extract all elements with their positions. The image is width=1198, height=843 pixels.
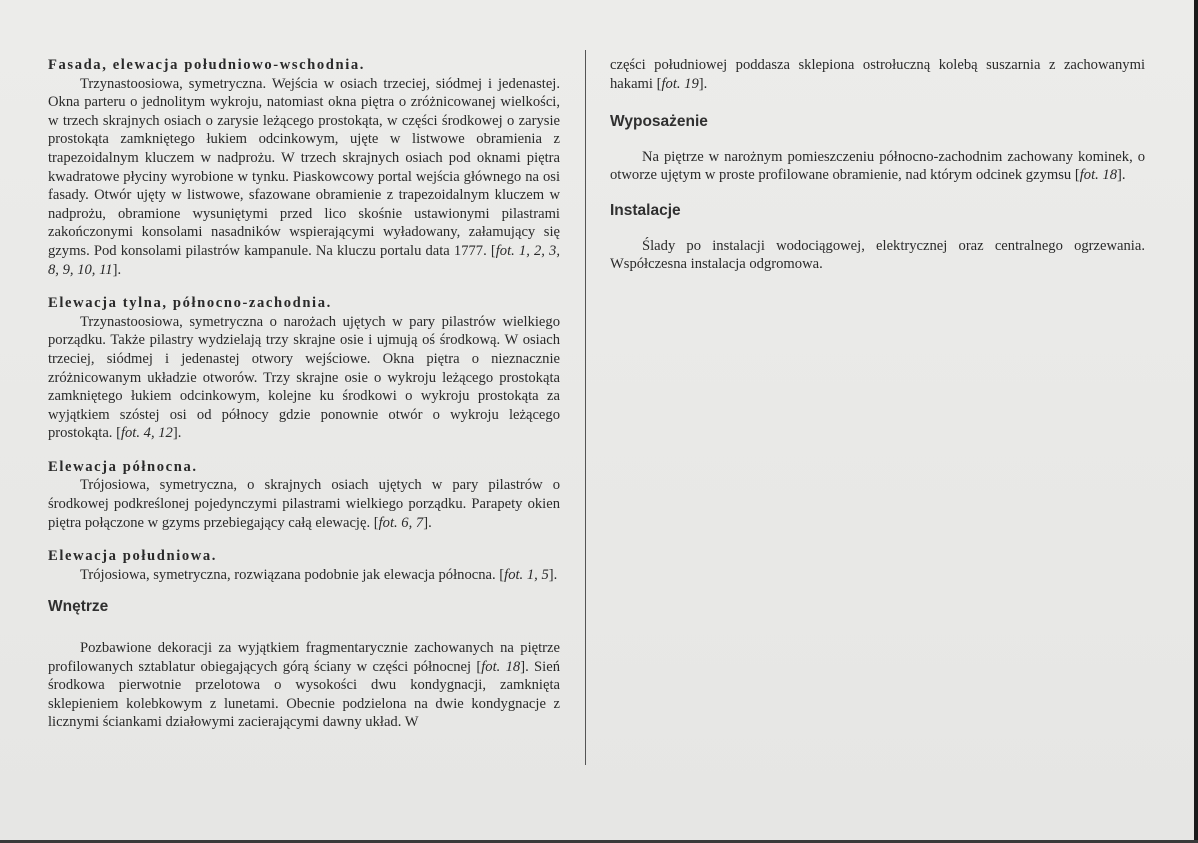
- photo-reference: fot. 1, 2, 3, 8, 9, 10, 11: [48, 242, 560, 278]
- column-divider: [585, 50, 586, 765]
- section-instalacje: [610, 202, 1145, 274]
- photo-reference: fot. 6, 7: [378, 514, 424, 531]
- scan-edge-right: [1194, 0, 1198, 843]
- section-continuation: [610, 56, 1145, 93]
- section-fasada: [48, 56, 560, 279]
- heading-wnetrze: Wnętrze: [48, 598, 109, 616]
- photo-reference: fot. 19: [661, 75, 699, 92]
- left-column: [48, 56, 560, 732]
- photo-reference: fot. 18: [1079, 167, 1118, 184]
- paragraph-tylna: Trzynastoosiowa, symetryczna o narożach ujętych w pary pilastrów wielkiego porządku. Także pilastry wydzielają trzy skrajne osie i ujmują oś środkową. W osiach trzeciej, siódmej i jedenastej otwory wejściowe. Okna piętra o nieznacznie zróżnicowanym układzie otworów. Trzy skrajne osie o wykroju leżącego prostokąta zamkniętego łukiem odcinkowym, kolejne ku środkowi o wykroju prostokąta za wyjątkiem szóstej osi od północy gdzie ponownie otwór o wykroju leżącego prostokąta. [fot. 4, 12].: [48, 313, 560, 442]
- paragraph-wnetrze: Pozbawione dekoracji za wyjątkiem fragmentarycznie zachowanych na piętrze profilowanych sztablatur obiegających górą ściany w części północnej [fot. 18]. Sień środkowa pierwotnie przelotowa o wysokości dwu kondygnacji, zamknięta sklepieniem kolebkowym z lunetami. Obecnie podzielona na dwie kondygnacje z licznymi ściankami działowymi zacierającymi dawny układ. W: [48, 640, 560, 731]
- heading-instalacje: Instalacje: [610, 201, 681, 219]
- section-poludniowa: [48, 547, 560, 584]
- heading-tylna: Elewacja tylna, północno-zachodnia.: [48, 295, 332, 312]
- paragraph-instalacje: Ślady po instalacji wodociągowej, elektrycznej oraz centralnego ogrzewania. Współczesna instalacja odgromowa.: [610, 237, 1145, 273]
- heading-wyposazenie: Wyposażenie: [610, 113, 708, 131]
- section-tylna: [48, 294, 560, 443]
- paragraph-fasada: Trzynastoosiowa, symetryczna. Wejścia w osiach trzeciej, siódmej i jedenastej. Okna parteru o jednolitym wykroju, natomiast okna piętra o zróżnicowanej wielkości, w trzech skrajnych osiach o zarysie leżącego prostokąta, w części środkowej o zarysie prostokąta zamkniętego łukiem odcinkowym, ujęte w listwowe obramienia z trapezoidalnym kluczem w nadprożu. W trzech skrajnych osiach pod oknami piętra kwadratowe płyciny wyrobione w tynku. Piaskowcowy portal wejścia głównego na osi fasady. Otwór ujęty w listwowe, sfazowane obramienie z trapezoidalnym kluczem w nadprożu, obramione wysuniętymi przed lico skośnie ustawionymi pilastrami zakończonymi konsolami nasadników wspierającymi wyładowany, załamujący się gzyms. Pod konsolami pilastrów kampanule. Na kluczu portalu data 1777. [fot. 1, 2, 3, 8, 9, 10, 11].: [48, 75, 560, 278]
- paragraph-continuation: części południowej poddasza sklepiona ostrołuczną kolebą suszarnia z zachowanymi hakami [fot. 19].: [610, 57, 1145, 92]
- paragraph-polnocna: Trójosiowa, symetryczna, o skrajnych osiach ujętych w pary pilastrów o środkowej podkreślonej pojedynczymi pilastrami wielkiego porządku. Parapety okien piętra połączone w gzyms przebiegający całą elewację. [fot. 6, 7].: [48, 477, 560, 531]
- paragraph-poludniowa: Trójosiowa, symetryczna, rozwiązana podobnie jak elewacja północna. [fot. 1, 5].: [80, 566, 558, 583]
- heading-poludniowa: Elewacja południowa.: [48, 548, 218, 565]
- right-column: [610, 56, 1145, 274]
- heading-fasada: Fasada, elewacja południowo-wschodnia.: [48, 57, 366, 73]
- photo-reference: fot. 18: [481, 658, 521, 675]
- heading-polnocna: Elewacja północna.: [48, 458, 198, 475]
- section-wnetrze: [48, 598, 560, 732]
- photo-reference: fot. 1, 5: [504, 566, 549, 583]
- photo-reference: fot. 4, 12: [120, 425, 173, 442]
- section-wyposazenie: [610, 113, 1145, 185]
- paragraph-wyposazenie: Na piętrze w narożnym pomieszczeniu północno-zachodnim zachowany kominek, o otworze ujętym w proste profilowane obramienie, nad którym odcinek gzymsu [fot. 18].: [610, 148, 1145, 184]
- section-polnocna: [48, 458, 560, 532]
